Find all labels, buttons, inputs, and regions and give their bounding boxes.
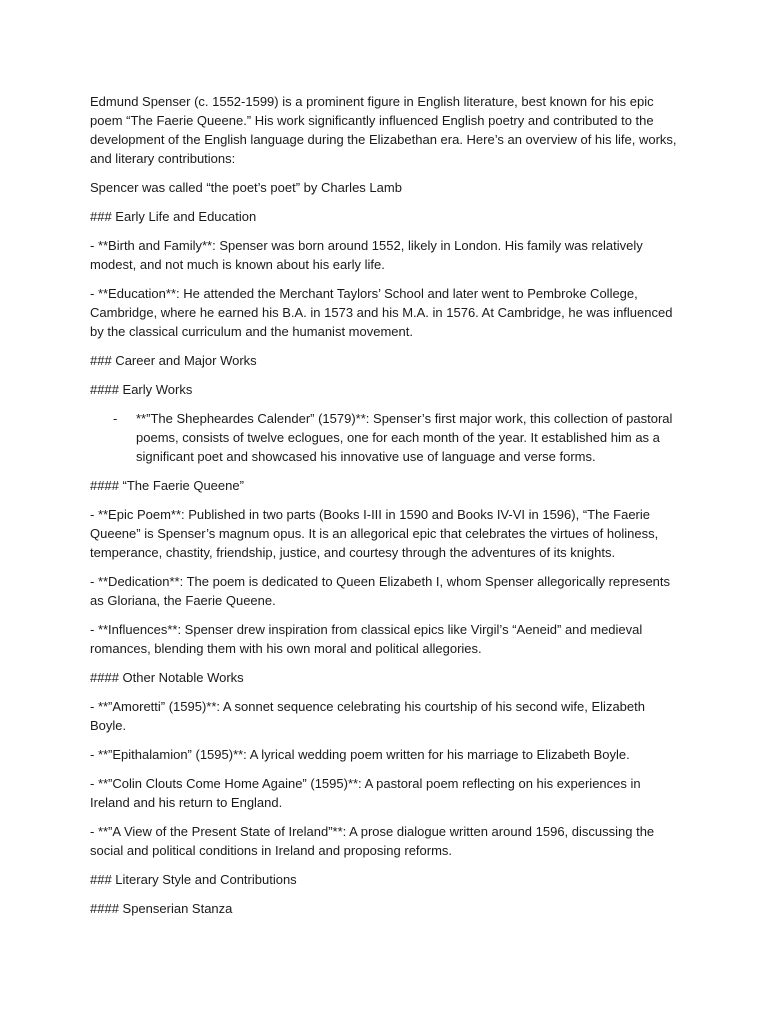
- heading-faerie-queene: #### “The Faerie Queene”: [90, 478, 244, 493]
- epithalamion-paragraph: - **”Epithalamion” (1595)**: A lyrical wedding poem written for his marriage to Elizabeth Boyle.: [90, 747, 630, 762]
- list-item-shepheardes: [90, 409, 682, 466]
- bullet-marker: -: [113, 411, 118, 426]
- heading-early-life: ### Early Life and Education: [90, 209, 257, 224]
- epic-paragraph: - **Epic Poem**: Published in two parts (Books I-III in 1590 and Books IV-VI in 1596), “The Faerie Queene” is Spenser’s magnum opus. It is an allegorical epic that celebrates the virtues of holiness, temperance, chastity, friendship, justice, and courtesy through the adventures of its knights.: [90, 507, 659, 560]
- influences-paragraph: - **Influences**: Spenser drew inspiration from classical epics like Virgil’s “Aeneid” and medieval romances, blending them with his own moral and political allegories.: [90, 622, 643, 656]
- shepheardes-text: **”The Shepheardes Calender” (1579)**: Spenser’s first major work, this collection of pastoral poems, consists of twelve eclogues, one for each month of the year. It established him as a significant poet and showcased his innovative use of language and verse forms.: [136, 411, 673, 464]
- heading-spenserian-stanza: #### Spenserian Stanza: [90, 901, 233, 916]
- heading-career: ### Career and Major Works: [90, 353, 257, 368]
- document-page: [90, 92, 682, 928]
- heading-other-works: #### Other Notable Works: [90, 670, 244, 685]
- heading-early-works: #### Early Works: [90, 382, 193, 397]
- intro-paragraph: Edmund Spenser (c. 1552-1599) is a prominent figure in English literature, best known for his epic poem “The Faerie Queene.” His work significantly influenced English poetry and contributed to the development of the English language during the Elizabethan era. Here’s an overview of his life, works, and literary contributions:: [90, 94, 677, 166]
- dedication-paragraph: - **Dedication**: The poem is dedicated to Queen Elizabeth I, whom Spenser allegorically represents as Gloriana, the Faerie Queene.: [90, 574, 671, 608]
- birth-paragraph: - **Birth and Family**: Spenser was born around 1552, likely in London. His family was relatively modest, and not much is known about his early life.: [90, 238, 643, 272]
- heading-literary-style: ### Literary Style and Contributions: [90, 872, 297, 887]
- colin-paragraph: - **”Colin Clouts Come Home Againe” (1595)**: A pastoral poem reflecting on his experiences in Ireland and his return to England.: [90, 776, 641, 810]
- quote-paragraph: Spencer was called “the poet’s poet” by Charles Lamb: [90, 180, 402, 195]
- education-paragraph: - **Education**: He attended the Merchant Taylors’ School and later went to Pembroke College, Cambridge, where he earned his B.A. in 1573 and his M.A. in 1576. At Cambridge, he was influenced by the classical curriculum and the humanist movement.: [90, 286, 673, 339]
- view-paragraph: - **”A View of the Present State of Ireland”**: A prose dialogue written around 1596, discussing the social and political conditions in Ireland and proposing reforms.: [90, 824, 655, 858]
- amoretti-paragraph: - **”Amoretti” (1595)**: A sonnet sequence celebrating his courtship of his second wife, Elizabeth Boyle.: [90, 699, 645, 733]
